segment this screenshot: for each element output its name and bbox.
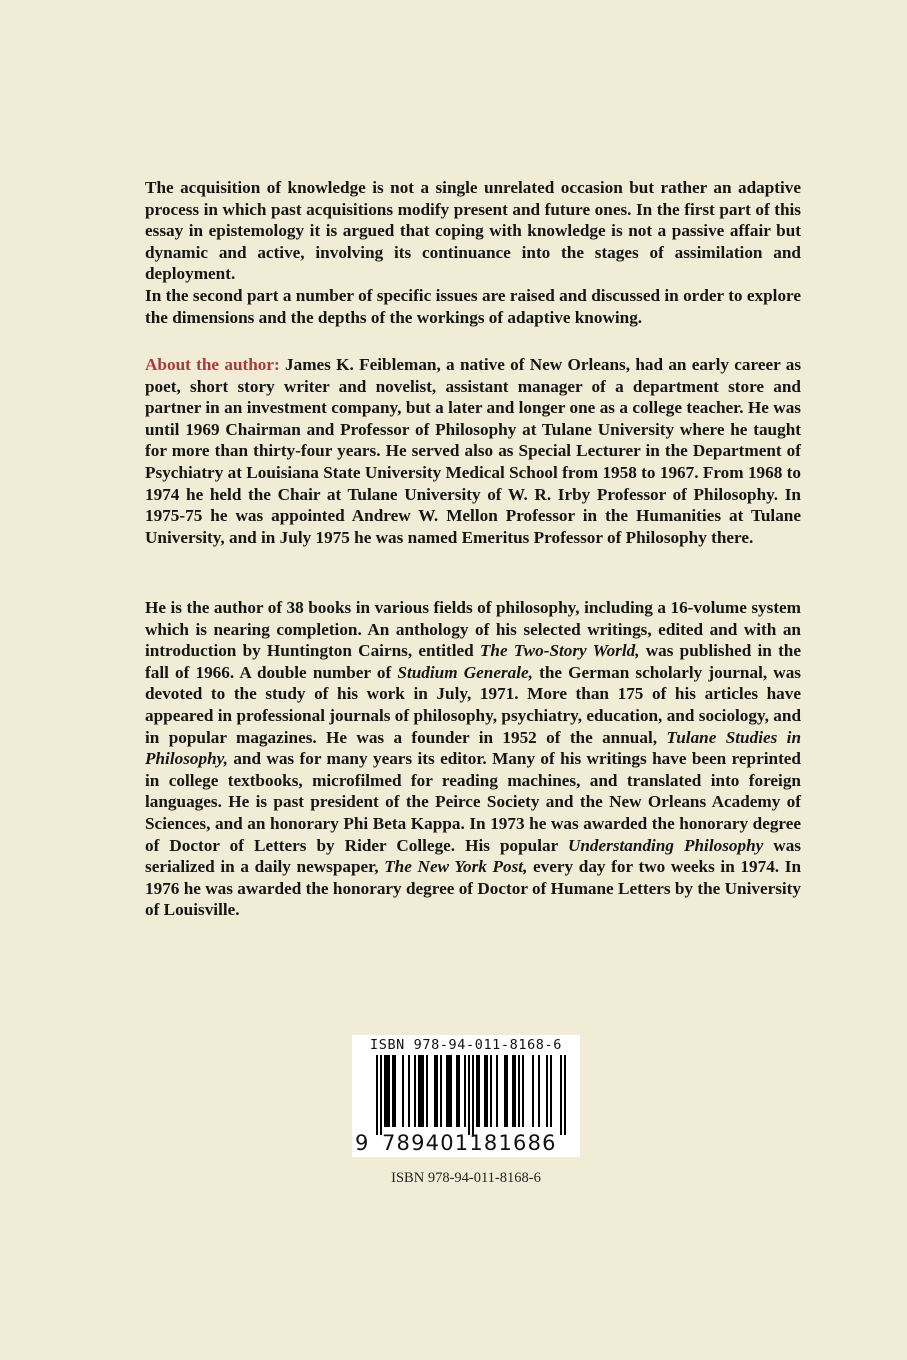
barcode-bar-6 bbox=[414, 1055, 416, 1127]
barcode-bar-27 bbox=[550, 1055, 552, 1127]
works-text-2: was published in the fall of 1966. A double number of bbox=[145, 641, 801, 682]
title-understanding-philosophy: Understanding Philosophy bbox=[567, 835, 764, 855]
intro-section bbox=[145, 177, 801, 328]
intro-paragraph-1: The acquisition of knowledge is not a single unrelated occasion but rather an adaptive process in which past acquisitions modify present and future ones. In the first part of this essay in epistemology it is argued that coping with knowledge is not a passive affair but dynamic and active, involving its continuance into the stages of assimilation and deployment. bbox=[145, 178, 801, 284]
works-text-6: every day for two weeks in 1974. In 1976 he was awarded the honorary degree of Doctor of Humane Letters by the University of Louisville. bbox=[145, 857, 802, 920]
barcode-bar-23 bbox=[522, 1055, 524, 1127]
barcode-bar-10 bbox=[440, 1055, 442, 1127]
barcode-bar-29 bbox=[564, 1055, 566, 1135]
about-author-label: About the author: bbox=[145, 355, 280, 374]
isbn-barcode bbox=[352, 1035, 580, 1157]
barcode-bar-12 bbox=[456, 1055, 460, 1127]
barcode-bar-13 bbox=[464, 1055, 466, 1127]
barcode-bar-2 bbox=[384, 1055, 390, 1127]
barcode-bar-8 bbox=[426, 1055, 428, 1127]
barcode-number: 789401181686 bbox=[382, 1131, 557, 1155]
barcode-bar-9 bbox=[434, 1055, 438, 1127]
barcode-bar-24 bbox=[532, 1055, 534, 1127]
barcode-bars bbox=[376, 1055, 566, 1135]
barcode-bar-26 bbox=[546, 1055, 548, 1127]
barcode-bar-21 bbox=[512, 1055, 516, 1127]
barcode-bar-25 bbox=[538, 1055, 540, 1127]
works-section bbox=[145, 597, 801, 921]
title-new-york-post: The New York Post, bbox=[384, 857, 528, 877]
barcode-bar-5 bbox=[408, 1055, 410, 1127]
barcode-bar-7 bbox=[418, 1055, 424, 1127]
isbn-caption: ISBN 978-94-011-8168-6 bbox=[391, 1170, 541, 1186]
works-text-1: He is the author of 38 books in various fields of philosophy, including a 16-volume system which is nearing completion. An anthology of his selected writings, edited and with an introduction by Huntington Cairns, entitled bbox=[145, 598, 801, 661]
title-two-story-world: The Two-Story World, bbox=[479, 641, 640, 661]
barcode-bar-22 bbox=[518, 1055, 520, 1127]
barcode-lead-digit: 9 bbox=[355, 1131, 369, 1155]
barcode-bar-28 bbox=[560, 1055, 562, 1135]
works-text-3: the German scholarly journal, was devoted to the study of his work in July, 1971. More than 175 of his articles have appeared in professional journals of philosophy, psychiatry, education, and sociology, and in popular magazines. He was a founder in 1952 of the annual, bbox=[145, 662, 801, 747]
about-author-text: James K. Feibleman, a native of New Orleans, had an early career as poet, short story writer and novelist, assistant manager of a department store and partner in an investment company, but a later and longer one as a college teacher. He was until 1969 Chairman and Professor of Philosophy at Tulane University where he taught for more than thirty-four years. He served also as Special Lecturer in the Department of Psychiatry at Louisiana State University Medical School from 1958 to 1967. From 1968 to 1974 he held the Chair at Tulane University of W. R. Irby Professor of Philosophy. In 1975-75 he was appointed Andrew W. Mellon Professor in the Humanities at Tulane University, and in July 1975 he was named Emeritus Professor of Philosophy there. bbox=[145, 355, 802, 547]
about-author-paragraph bbox=[145, 354, 801, 548]
barcode-bar-1 bbox=[380, 1055, 382, 1135]
barcode-bar-19 bbox=[496, 1055, 498, 1127]
works-text-4: and was for many years its editor. Many of his writings have been reprinted in college textbooks, microfilmed for reading machines, and translated into foreign languages. He is past president of the Peirce Society and the New Orleans Academy of Sciences, and an honorary Phi Beta Kappa. In 1973 he was awarded the honorary degree of Doctor of Letters by Rider College. His popular bbox=[145, 749, 801, 855]
barcode-bar-4 bbox=[402, 1055, 404, 1127]
title-studium-generale: Studium Generale, bbox=[397, 662, 533, 682]
barcode-bar-15 bbox=[472, 1055, 474, 1135]
barcode-bar-16 bbox=[476, 1055, 480, 1127]
barcode-bar-20 bbox=[504, 1055, 508, 1127]
intro-paragraph-2: In the second part a number of specific issues are raised and discussed in order to explore the dimensions and the depths of the workings of adaptive knowing. bbox=[145, 285, 801, 327]
barcode-bar-0 bbox=[376, 1055, 378, 1135]
barcode-isbn-text: ISBN 978-94-011-8168-6 bbox=[369, 1037, 562, 1053]
about-author-section bbox=[145, 354, 801, 548]
barcode-bar-18 bbox=[490, 1055, 492, 1127]
barcode-bar-14 bbox=[468, 1055, 470, 1135]
title-tulane-studies: Tulane Studies in Philosophy, bbox=[145, 727, 801, 769]
barcode-bar-11 bbox=[446, 1055, 452, 1127]
barcode-bar-3 bbox=[392, 1055, 396, 1127]
barcode-bar-17 bbox=[484, 1055, 488, 1127]
works-paragraph bbox=[145, 597, 801, 921]
works-text-5: was serialized in a daily newspaper, bbox=[145, 835, 801, 877]
